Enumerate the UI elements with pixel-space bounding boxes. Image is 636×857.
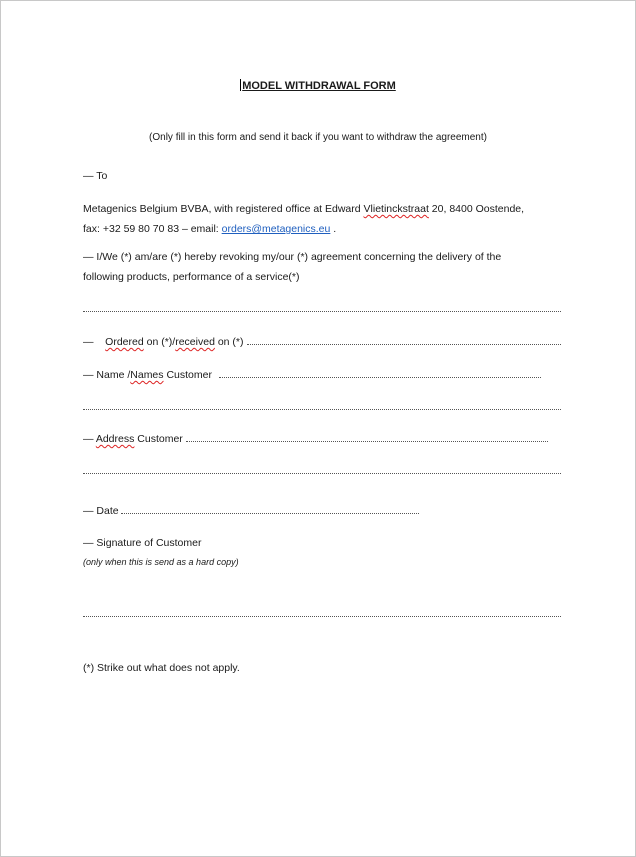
name-customer-label: — Name /Names Customer	[83, 369, 212, 381]
email-link[interactable]: orders@metagenics.eu	[221, 223, 331, 235]
name-fill-line[interactable]	[219, 377, 541, 378]
form-subtitle: (Only fill in this form and send it back if you want to withdraw the agreement)	[149, 132, 487, 143]
footnote: (*) Strike out what does not apply.	[83, 662, 240, 674]
name-fill-line-2[interactable]	[83, 409, 561, 410]
address-fill-line[interactable]	[186, 441, 548, 442]
products-fill-line[interactable]	[83, 311, 561, 312]
recipient-address: Metagenics Belgium BVBA, with registered office at Edward Vlietinckstraat 20, 8400 Oostende, fax: +32 59 80 70 83 – email: orders@metagenics.eu .	[83, 203, 525, 235]
address-fill-line-2[interactable]	[83, 473, 561, 474]
street-name: Vlietinckstraat	[363, 203, 429, 215]
signature-fill-line[interactable]	[83, 616, 561, 617]
ordered-received-label: — Ordered on (*)/received on (*)	[83, 336, 244, 348]
ordered-date-fill-line[interactable]	[247, 344, 561, 345]
form-title: MODEL WITHDRAWAL FORM	[242, 80, 396, 92]
address-customer-label: — Address Customer	[83, 433, 183, 445]
date-label: — Date	[83, 505, 119, 517]
signature-note: (only when this is send as a hard copy)	[83, 557, 239, 567]
revocation-statement: — I/We (*) am/are (*) hereby revoking my/our (*) agreement concerning the delivery of the following products, performance of a service(*)	[83, 251, 502, 283]
signature-label: — Signature of Customer	[83, 537, 202, 549]
to-label: — To	[83, 170, 108, 182]
date-fill-line[interactable]	[121, 513, 419, 514]
